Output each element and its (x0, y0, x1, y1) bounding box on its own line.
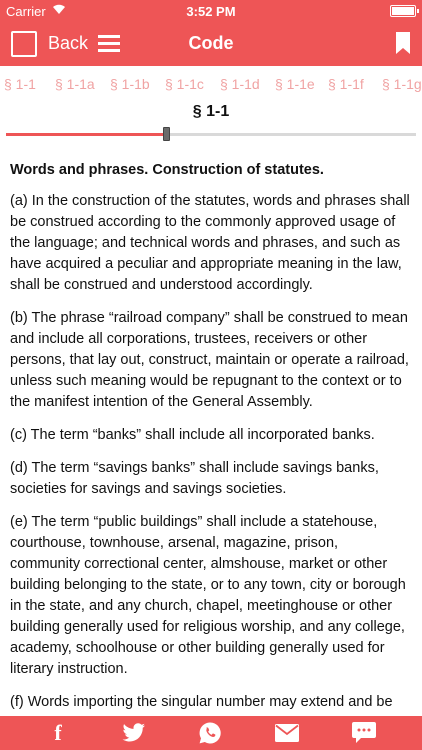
whatsapp-share-button[interactable] (185, 716, 235, 750)
statute-paragraph: (a) In the construction of the statutes, words and phrases shall be construed according to the commonly approved usage of the language; and technical words and phrases, and such as have acquired a peculiar and appropriate meaning in the law, shall be construed and understood accordingly. (10, 193, 410, 293)
statute-paragraph: (b) The phrase “railroad company” shall be construed to mean and include all corporations, trustees, receivers or other persons, that lay out, construct, maintain or operate a railroad, unless such meaning would be repugnant to the context or to the manifest intention of the General Assembly. (10, 310, 409, 410)
page-title: Code (188, 33, 234, 53)
share-bar (0, 716, 422, 750)
statute-paragraph: (c) The term “banks” shall include all incorporated banks. (10, 427, 375, 443)
statute-paragraph: (e) The term “public buildings” shall include a statehouse, courthouse, townhouse, arsenal, magazine, prison, community correctional center, almshouse, market or other building belonging to the state, or to any town, city or borough in the state, and any church, chapel, meetinghouse or other building generally used for religious worship, and any college, academy, schoolhouse or other building generally used for literary instruction. (10, 514, 406, 677)
statute-content (10, 160, 410, 716)
section-tab[interactable]: § 1-1c (165, 76, 204, 92)
status-bar (0, 0, 422, 22)
mail-icon (275, 724, 299, 742)
section-slider-handle[interactable] (163, 127, 170, 141)
section-tab[interactable]: § 1-1e (275, 76, 315, 92)
bookmark-icon[interactable] (396, 32, 410, 54)
section-tab[interactable]: § 1-1b (110, 76, 150, 92)
section-tab[interactable]: § 1-1 (4, 76, 36, 92)
battery-icon (390, 5, 416, 17)
section-tab[interactable]: § 1-1g (382, 76, 422, 92)
back-button[interactable]: Back (48, 33, 89, 53)
section-tab[interactable]: § 1-1f (328, 76, 364, 92)
statute-paragraph: (f) Words importing the singular number may extend and be (10, 694, 393, 710)
message-share-button[interactable] (339, 716, 389, 750)
section-slider-track[interactable] (6, 133, 416, 136)
statute-paragraph: (d) The term “savings banks” shall include savings banks, societies for savings and savings societies. (10, 460, 379, 497)
twitter-icon (122, 723, 146, 743)
section-tabs (0, 76, 422, 96)
section-tab[interactable]: § 1-1a (55, 76, 95, 92)
section-title: § 1-1 (192, 103, 230, 120)
status-time: 3:52 PM (186, 4, 236, 19)
whatsapp-icon (198, 721, 222, 745)
app-header (0, 0, 422, 66)
section-tab[interactable]: § 1-1d (220, 76, 260, 92)
facebook-share-button[interactable] (33, 716, 83, 750)
statute-heading: Words and phrases. Construction of statutes. (10, 162, 324, 178)
carrier-label: Carrier (6, 4, 46, 19)
facebook-icon: f (54, 720, 62, 745)
message-icon (352, 722, 376, 744)
nav-bar (0, 22, 422, 66)
section-slider-fill (6, 133, 166, 136)
twitter-share-button[interactable] (109, 716, 159, 750)
mail-share-button[interactable] (262, 716, 312, 750)
